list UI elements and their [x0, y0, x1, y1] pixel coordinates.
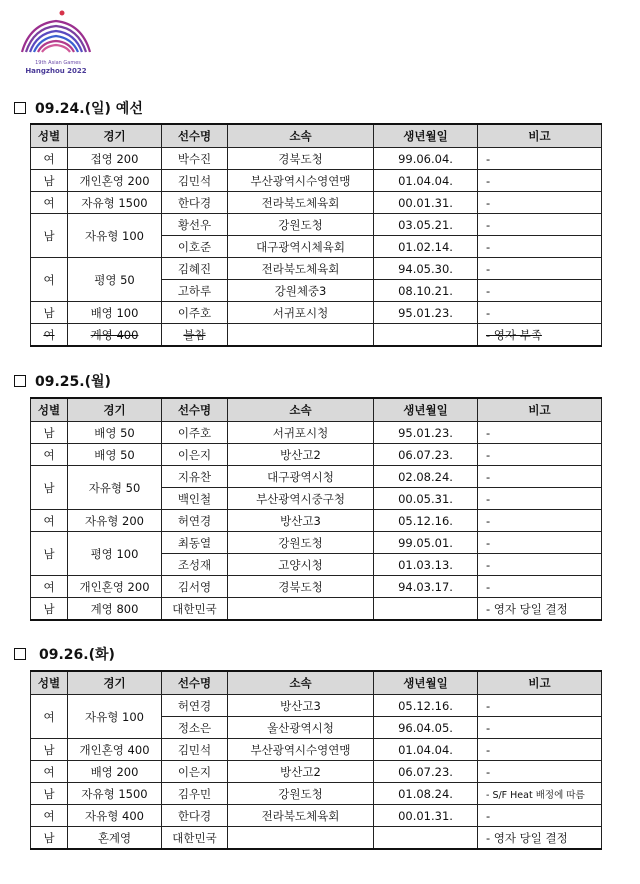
cell-birth	[374, 598, 478, 621]
table-header-row	[31, 124, 602, 148]
cell-event: 자유형 1500	[68, 192, 162, 214]
cell-gender: 남	[31, 214, 68, 258]
cell-note: -	[478, 444, 602, 466]
table-row	[31, 510, 602, 532]
cell-athlete: 허연경	[162, 695, 228, 717]
cell-birth: 99.06.04.	[374, 148, 478, 170]
cell-affiliation: 대구광역시청	[228, 466, 374, 488]
cell-athlete: 박수진	[162, 148, 228, 170]
cell-gender: 남	[31, 466, 68, 510]
cell-affiliation: 서귀포시청	[228, 302, 374, 324]
cell-event: 평영 50	[68, 258, 162, 302]
header-athlete: 선수명	[162, 124, 228, 148]
table-row	[31, 324, 602, 347]
header-event: 경기	[68, 124, 162, 148]
cell-affiliation: 강원도청	[228, 783, 374, 805]
cell-birth: 96.04.05.	[374, 717, 478, 739]
cell-birth: 01.02.14.	[374, 236, 478, 258]
cell-affiliation	[228, 598, 374, 621]
checkbox-square-icon	[14, 648, 26, 660]
cell-birth: 00.01.31.	[374, 805, 478, 827]
section-title-0924	[14, 98, 143, 118]
cell-birth	[374, 827, 478, 850]
cell-birth: 05.12.16.	[374, 510, 478, 532]
cell-note: -	[478, 214, 602, 236]
cell-gender: 여	[31, 148, 68, 170]
cell-birth: 99.05.01.	[374, 532, 478, 554]
cell-affiliation: 대구광역시체육회	[228, 236, 374, 258]
cell-birth: 08.10.21.	[374, 280, 478, 302]
cell-affiliation: 전라북도체육회	[228, 805, 374, 827]
cell-athlete: 김서영	[162, 576, 228, 598]
cell-birth: 95.01.23.	[374, 422, 478, 444]
cell-birth: 95.01.23.	[374, 302, 478, 324]
cell-event: 평영 100	[68, 532, 162, 576]
cell-event: 계영 400	[68, 324, 162, 347]
cell-athlete: 불참	[162, 324, 228, 347]
cell-gender: 여	[31, 761, 68, 783]
cell-event: 자유형 50	[68, 466, 162, 510]
table-row	[31, 444, 602, 466]
table-header-row	[31, 671, 602, 695]
cell-gender: 남	[31, 783, 68, 805]
cell-note: -	[478, 192, 602, 214]
cell-affiliation: 방산고3	[228, 695, 374, 717]
cell-affiliation: 부산광역시수영연맹	[228, 170, 374, 192]
cell-birth: 06.07.23.	[374, 444, 478, 466]
logo-subtitle: 19th Asian Games	[35, 60, 81, 66]
cell-note: -	[478, 510, 602, 532]
cell-athlete: 김민석	[162, 170, 228, 192]
cell-note: -	[478, 280, 602, 302]
table-row	[31, 805, 602, 827]
cell-gender: 여	[31, 576, 68, 598]
cell-athlete: 김혜진	[162, 258, 228, 280]
cell-affiliation: 경북도청	[228, 576, 374, 598]
cell-event: 배영 50	[68, 422, 162, 444]
cell-affiliation: 전라북도체육회	[228, 258, 374, 280]
cell-athlete: 고하루	[162, 280, 228, 302]
table-header-row	[31, 398, 602, 422]
cell-event: 접영 200	[68, 148, 162, 170]
cell-gender: 여	[31, 258, 68, 302]
cell-birth: 05.12.16.	[374, 695, 478, 717]
cell-gender: 여	[31, 695, 68, 739]
cell-event: 배영 100	[68, 302, 162, 324]
cell-note: -	[478, 695, 602, 717]
cell-birth: 01.04.04.	[374, 739, 478, 761]
section-title-text: 09.24.(일) 예선	[35, 101, 143, 117]
cell-affiliation: 강원도청	[228, 214, 374, 236]
cell-birth: 01.03.13.	[374, 554, 478, 576]
cell-affiliation	[228, 324, 374, 347]
header-gender: 성별	[31, 124, 68, 148]
cell-athlete: 대한민국	[162, 598, 228, 621]
section-title-text: 09.25.(월)	[35, 374, 111, 390]
cell-athlete: 이주호	[162, 422, 228, 444]
cell-event: 자유형 100	[68, 695, 162, 739]
table-row	[31, 302, 602, 324]
cell-athlete: 이주호	[162, 302, 228, 324]
asian-games-logo	[20, 8, 92, 78]
cell-note: -	[478, 236, 602, 258]
cell-birth: 01.08.24.	[374, 783, 478, 805]
header-affiliation: 소속	[228, 398, 374, 422]
cell-note: -	[478, 554, 602, 576]
section-title-0925	[14, 371, 111, 391]
table-row	[31, 170, 602, 192]
cell-athlete: 대한민국	[162, 827, 228, 850]
table-row	[31, 214, 602, 236]
cell-gender: 여	[31, 324, 68, 347]
cell-affiliation: 경북도청	[228, 148, 374, 170]
schedule-table-0924	[30, 123, 602, 347]
cell-affiliation: 고양시청	[228, 554, 374, 576]
cell-athlete: 이은지	[162, 761, 228, 783]
cell-athlete: 이호준	[162, 236, 228, 258]
cell-athlete: 이은지	[162, 444, 228, 466]
section-title-0926	[14, 644, 115, 664]
cell-athlete: 조성재	[162, 554, 228, 576]
cell-gender: 여	[31, 444, 68, 466]
cell-note: - S/F Heat 배정에 따름	[478, 783, 602, 805]
table-row	[31, 258, 602, 280]
cell-gender: 남	[31, 827, 68, 850]
cell-birth: 01.04.04.	[374, 170, 478, 192]
table-row	[31, 783, 602, 805]
cell-affiliation: 강원체중3	[228, 280, 374, 302]
header-birth: 생년월일	[374, 124, 478, 148]
cell-note: -	[478, 717, 602, 739]
cell-note: -	[478, 258, 602, 280]
cell-birth: 94.03.17.	[374, 576, 478, 598]
cell-athlete: 김민석	[162, 739, 228, 761]
header-birth: 생년월일	[374, 671, 478, 695]
table-row	[31, 532, 602, 554]
cell-note: -	[478, 739, 602, 761]
cell-affiliation: 부산광역시중구청	[228, 488, 374, 510]
cell-birth: 94.05.30.	[374, 258, 478, 280]
cell-athlete: 정소은	[162, 717, 228, 739]
cell-gender: 남	[31, 532, 68, 576]
cell-note: -	[478, 466, 602, 488]
table-row	[31, 761, 602, 783]
cell-event: 개인혼영 400	[68, 739, 162, 761]
table-row	[31, 466, 602, 488]
cell-affiliation: 울산광역시청	[228, 717, 374, 739]
cell-note: -	[478, 170, 602, 192]
cell-note: - 영자 부족	[478, 324, 602, 347]
table-row	[31, 739, 602, 761]
table-row	[31, 422, 602, 444]
cell-event: 개인혼영 200	[68, 170, 162, 192]
cell-affiliation: 방산고3	[228, 510, 374, 532]
cell-affiliation: 방산고2	[228, 444, 374, 466]
checkbox-square-icon	[14, 102, 26, 114]
logo-title: Hangzhou 2022	[25, 67, 87, 75]
cell-note: -	[478, 148, 602, 170]
cell-event: 배영 200	[68, 761, 162, 783]
schedule-table-0925	[30, 397, 602, 621]
cell-event: 자유형 1500	[68, 783, 162, 805]
schedule-table-0926	[30, 670, 602, 850]
cell-event: 계영 800	[68, 598, 162, 621]
header-event: 경기	[68, 671, 162, 695]
cell-note: - 영자 당일 결정	[478, 598, 602, 621]
table-row	[31, 695, 602, 717]
cell-gender: 남	[31, 170, 68, 192]
header-note: 비고	[478, 398, 602, 422]
cell-athlete: 백인철	[162, 488, 228, 510]
cell-gender: 남	[31, 739, 68, 761]
cell-gender: 남	[31, 598, 68, 621]
cell-event: 자유형 100	[68, 214, 162, 258]
cell-birth	[374, 324, 478, 347]
section-title-text: 09.26.(화)	[39, 647, 115, 663]
cell-athlete: 한다경	[162, 805, 228, 827]
header-affiliation: 소속	[228, 124, 374, 148]
cell-affiliation: 강원도청	[228, 532, 374, 554]
cell-birth: 00.05.31.	[374, 488, 478, 510]
cell-athlete: 한다경	[162, 192, 228, 214]
cell-event: 자유형 400	[68, 805, 162, 827]
header-athlete: 선수명	[162, 398, 228, 422]
cell-note: -	[478, 805, 602, 827]
cell-birth: 02.08.24.	[374, 466, 478, 488]
cell-birth: 03.05.21.	[374, 214, 478, 236]
header-gender: 성별	[31, 671, 68, 695]
cell-athlete: 최동열	[162, 532, 228, 554]
table-row	[31, 827, 602, 850]
header-affiliation: 소속	[228, 671, 374, 695]
cell-note: -	[478, 532, 602, 554]
cell-event: 혼계영	[68, 827, 162, 850]
cell-affiliation: 부산광역시수영연맹	[228, 739, 374, 761]
cell-gender: 남	[31, 302, 68, 324]
cell-note: -	[478, 576, 602, 598]
header-gender: 성별	[31, 398, 68, 422]
cell-note: -	[478, 761, 602, 783]
cell-athlete: 지유찬	[162, 466, 228, 488]
header-athlete: 선수명	[162, 671, 228, 695]
cell-event: 자유형 200	[68, 510, 162, 532]
table-row	[31, 192, 602, 214]
checkbox-square-icon	[14, 375, 26, 387]
cell-affiliation: 서귀포시청	[228, 422, 374, 444]
cell-athlete: 황선우	[162, 214, 228, 236]
table-row	[31, 598, 602, 621]
cell-event: 배영 50	[68, 444, 162, 466]
header-birth: 생년월일	[374, 398, 478, 422]
cell-note: -	[478, 422, 602, 444]
cell-athlete: 김우민	[162, 783, 228, 805]
header-event: 경기	[68, 398, 162, 422]
cell-gender: 남	[31, 422, 68, 444]
header-note: 비고	[478, 671, 602, 695]
cell-affiliation: 전라북도체육회	[228, 192, 374, 214]
cell-athlete: 허연경	[162, 510, 228, 532]
cell-affiliation	[228, 827, 374, 850]
table-row	[31, 576, 602, 598]
cell-event: 개인혼영 200	[68, 576, 162, 598]
cell-birth: 06.07.23.	[374, 761, 478, 783]
cell-gender: 여	[31, 510, 68, 532]
header-note: 비고	[478, 124, 602, 148]
cell-note: - 영자 당일 결정	[478, 827, 602, 850]
cell-gender: 여	[31, 192, 68, 214]
cell-birth: 00.01.31.	[374, 192, 478, 214]
cell-note: -	[478, 302, 602, 324]
cell-note: -	[478, 488, 602, 510]
table-row	[31, 148, 602, 170]
cell-gender: 여	[31, 805, 68, 827]
cell-affiliation: 방산고2	[228, 761, 374, 783]
